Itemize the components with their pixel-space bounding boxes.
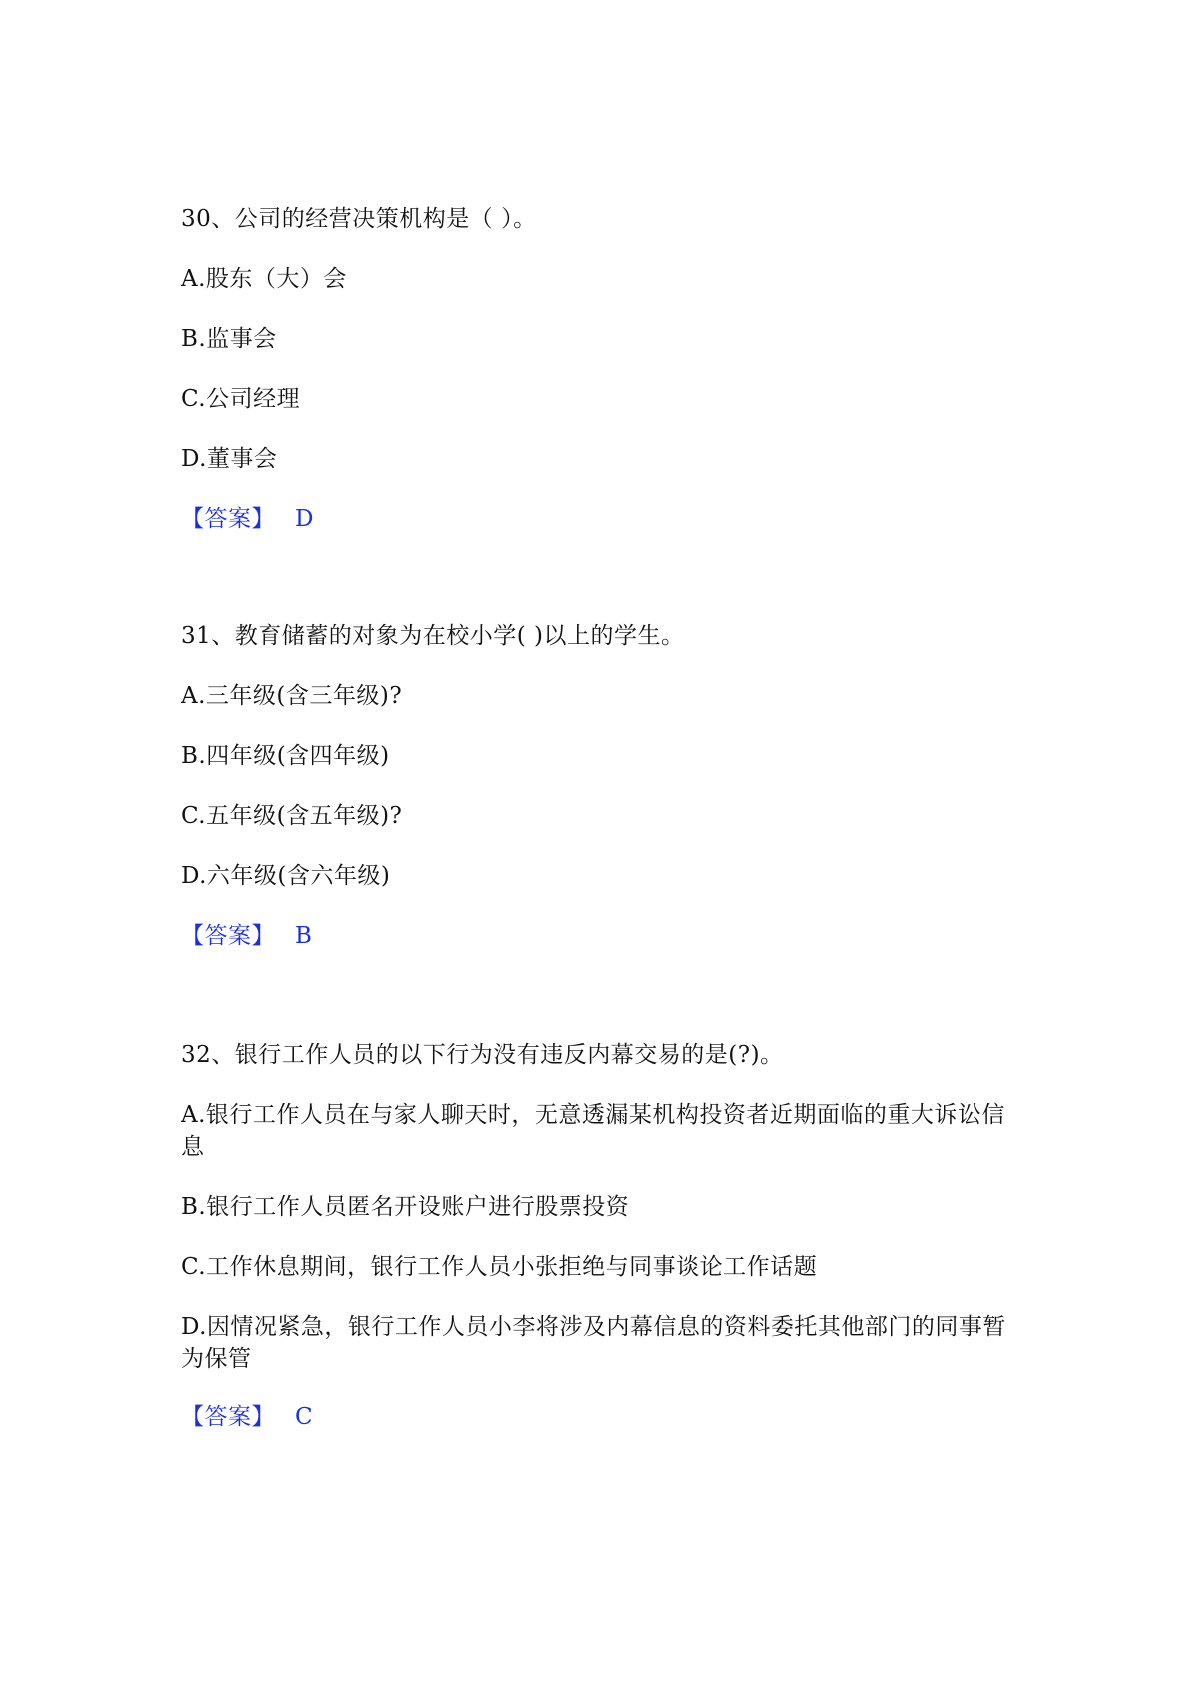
answer-label: 【答案】 (181, 1404, 275, 1430)
question-30-option-b: B.监事会 (181, 326, 277, 352)
answer-label: 【答案】 (181, 923, 275, 949)
answer-label: 【答案】 (181, 506, 275, 532)
question-32-stem: 32、银行工作人员的以下行为没有违反内幕交易的是(?)。 (181, 1042, 784, 1068)
question-30-option-d: D.董事会 (181, 446, 278, 472)
question-30-option-c: C.公司经理 (181, 386, 301, 412)
answer-value: C (295, 1404, 314, 1430)
question-32-option-a: A.银行工作人员在与家人聊天时，无意透漏某机构投资者近期面临的重大诉讼信息 (181, 1102, 1005, 1160)
question-31-option-c: C.五年级(含五年级)? (181, 803, 403, 829)
answer-value: B (295, 923, 313, 949)
question-31-option-b: B.四年级(含四年级) (181, 743, 390, 769)
question-30-option-a: A.股东（大）会 (181, 266, 347, 292)
question-31-stem: 31、教育储蓄的对象为在校小学( )以上的学生。 (181, 623, 685, 649)
question-31-answer (181, 919, 1011, 953)
question-32-option-c: C.工作休息期间，银行工作人员小张拒绝与同事谈论工作话题 (181, 1254, 818, 1280)
question-32-option-b: B.银行工作人员匿名开设账户进行股票投资 (181, 1194, 630, 1220)
question-32-answer (181, 1400, 1011, 1434)
question-31-option-a: A.三年级(含三年级)? (181, 683, 403, 709)
question-30-stem: 30、公司的经营决策机构是（ ）。 (181, 206, 537, 232)
question-30-answer (181, 502, 1011, 536)
question-32-option-d: D.因情况紧急，银行工作人员小李将涉及内幕信息的资料委托其他部门的同事暂为保管 (181, 1314, 1006, 1372)
answer-value: D (295, 506, 314, 532)
question-31-option-d: D.六年级(含六年级) (181, 863, 391, 889)
